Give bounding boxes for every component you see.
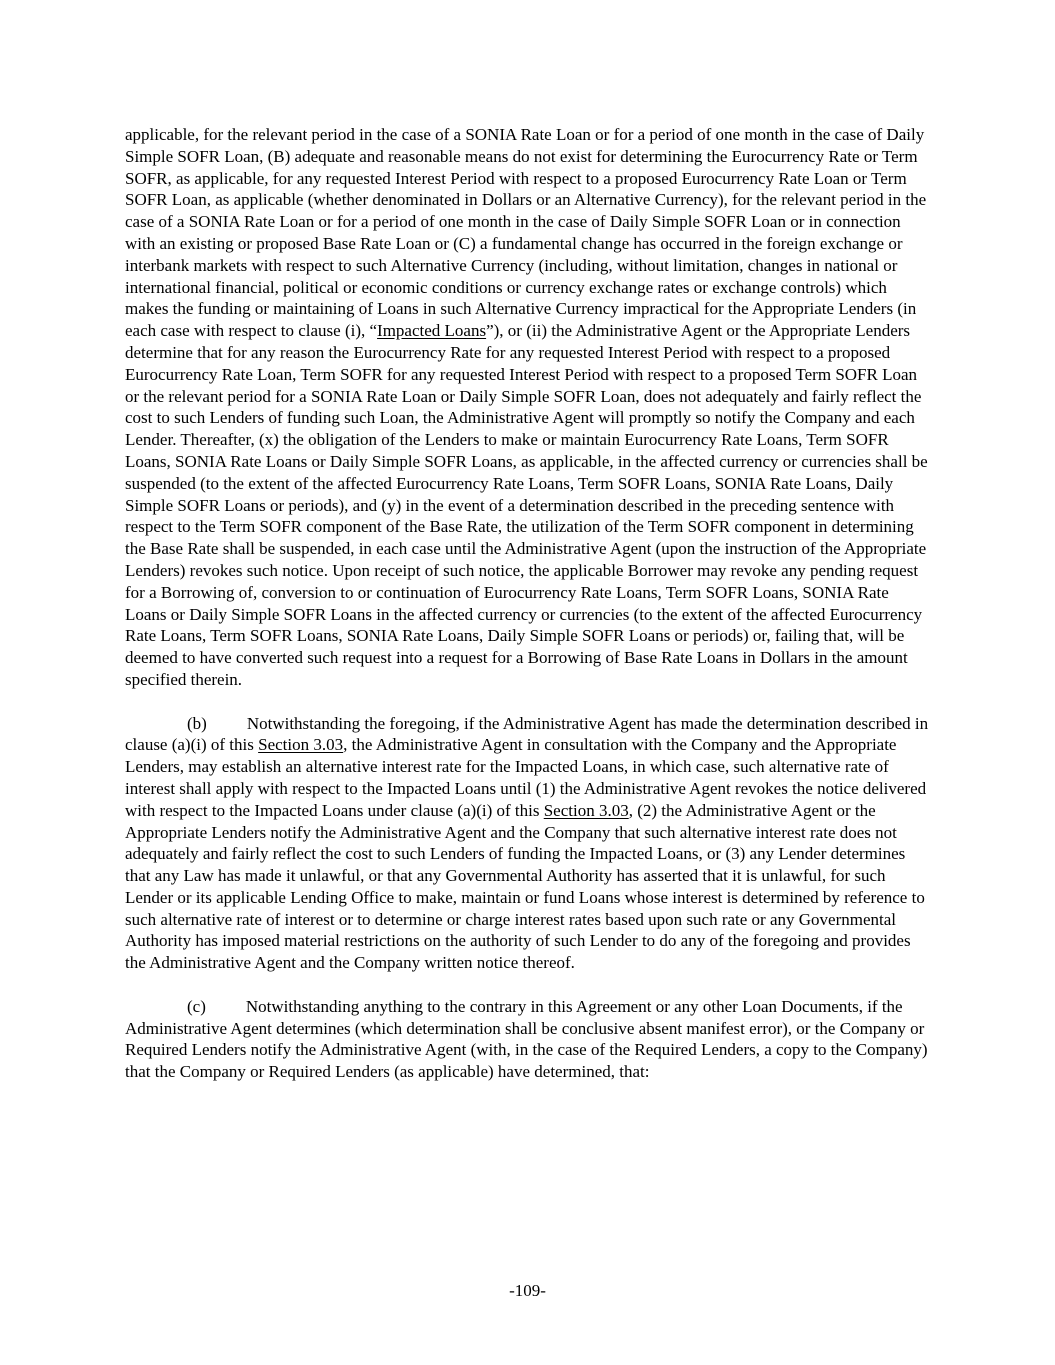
paragraph-b	[125, 713, 930, 975]
paragraph-c	[125, 996, 930, 1083]
paragraph-text: Notwithstanding anything to the contrary in this Agreement or any other Loan Documents, if the Administrative Agent determines (which determination shall be conclusive absent manifest error), or the Company or Required Lenders notify the Administrative Agent (with, in the case of the Required Lenders, a copy to the Company) that the Company or Required Lenders (as applicable) have determined, that:	[125, 996, 928, 1082]
paragraph-text: applicable, for the relevant period in the case of a SONIA Rate Loan or for a period of one month in the case of Daily Simple SOFR Loan, (B) adequate and reasonable means do not exist for determining the Eurocurrency Rate or Term SOFR, as applicable, for any requested Interest Period with respect to a proposed Eurocurrency Rate Loan or Term SOFR Loan, as applicable (whether denominated in Dollars or an Alternative Currency), for the relevant period in the case of a SONIA Rate Loan or for a period of one month in the case of Daily Simple SOFR Loan or in connection with an existing or proposed Base Rate Loan or (C) a fundamental change has occurred in the foreign exchange or interbank markets with respect to such Alternative Currency (including, without limitation, changes in national or international financial, political or economic conditions or currency exchange rates or exchange controls) which makes the funding or maintaining of Loans in such Alternative Currency impractical for the Appropriate Lenders (in each case with respect to clause (i), “	[125, 125, 927, 341]
paragraph-text: Notwithstanding the foregoing, if the Administrative Agent has made the determination described in clause (a)(i) of this	[125, 713, 929, 755]
section-reference: Section 3.03	[258, 735, 344, 755]
clause-label-c: (c)	[187, 996, 206, 1016]
page-number: -109-	[509, 1281, 546, 1300]
defined-term-impacted-loans: Impacted Loans	[377, 321, 487, 341]
paragraph-text: ”), or (ii) the Administrative Agent or the Appropriate Lenders determine that for any reason the Eurocurrency Rate for any requested Interest Period with respect to a proposed Eurocurrency Rate Loan, Term SOFR for any requested Interest Period with respect to a proposed Term SOFR Loan or the relevant period for a SONIA Rate Loan or Daily Simple SOFR Loan, does not adequately and fairly reflect the cost to such Lenders of funding such Loan, the Administrative Agent will promptly so notify the Company and each Lender. Thereafter, (x) the obligation of the Lenders to make or maintain Eurocurrency Rate Loans, Term SOFR Loans, SONIA Rate Loans or Daily Simple SOFR Loans, as applicable, in the affected currency or currencies shall be suspended (to the extent of the affected Eurocurrency Rate Loans, Term SOFR Loans, SONIA Rate Loans, Daily Simple SOFR Loans or periods), and (y) in the event of a determination described in the preceding sentence with respect to the Term SOFR component of the Base Rate, the utilization of the Term SOFR component in determining the Base Rate shall be suspended, in each case until the Administrative Agent (upon the instruction of the Appropriate Lenders) revokes such notice. Upon receipt of such notice, the applicable Borrower may revoke any pending request for a Borrowing of, conversion to or continuation of Eurocurrency Rate Loans, Term SOFR Loans, SONIA Rate Loans or Daily Simple SOFR Loans in the affected currency or currencies (to the extent of the affected Eurocurrency Rate Loans, Term SOFR Loans, SONIA Rate Loans, Daily Simple SOFR Loans or periods) or, failing that, will be deemed to have converted such request into a request for a Borrowing of Base Rate Loans in Dollars in the amount specified therein.	[125, 321, 928, 689]
document-body	[125, 124, 930, 1105]
paragraph-a-continuation	[125, 124, 930, 691]
paragraph-text: , (2) the Administrative Agent or the Appropriate Lenders notify the Administrative Agent and the Company that such alternative interest rate does not adequately and fairly reflect the cost to such Lenders of funding the Impacted Loans, or (3) any Lender determines that any Law has made it unlawful, or that any Governmental Authority has asserted that it is unlawful, for such Lender or its applicable Lending Office to make, maintain or fund Loans whose interest is determined by reference to such alternative rate of interest or to determine or charge interest rates based upon such rate or any Governmental Authority has imposed material restrictions on the authority of such Lender to do any of the foregoing and provides the Administrative Agent and the Company written notice thereof.	[125, 800, 925, 973]
section-reference: Section 3.03	[543, 800, 629, 820]
paragraph-text: , the Administrative Agent in consultation with the Company and the Appropriate Lenders, may establish an alternative interest rate for the Impacted Loans, in which case, such alternative rate of interest shall apply with respect to the Impacted Loans until (1) the Administrative Agent revokes the notice delivered with respect to the Impacted Loans under clause (a)(i) of this	[125, 735, 927, 820]
clause-label-b: (b)	[187, 713, 207, 733]
